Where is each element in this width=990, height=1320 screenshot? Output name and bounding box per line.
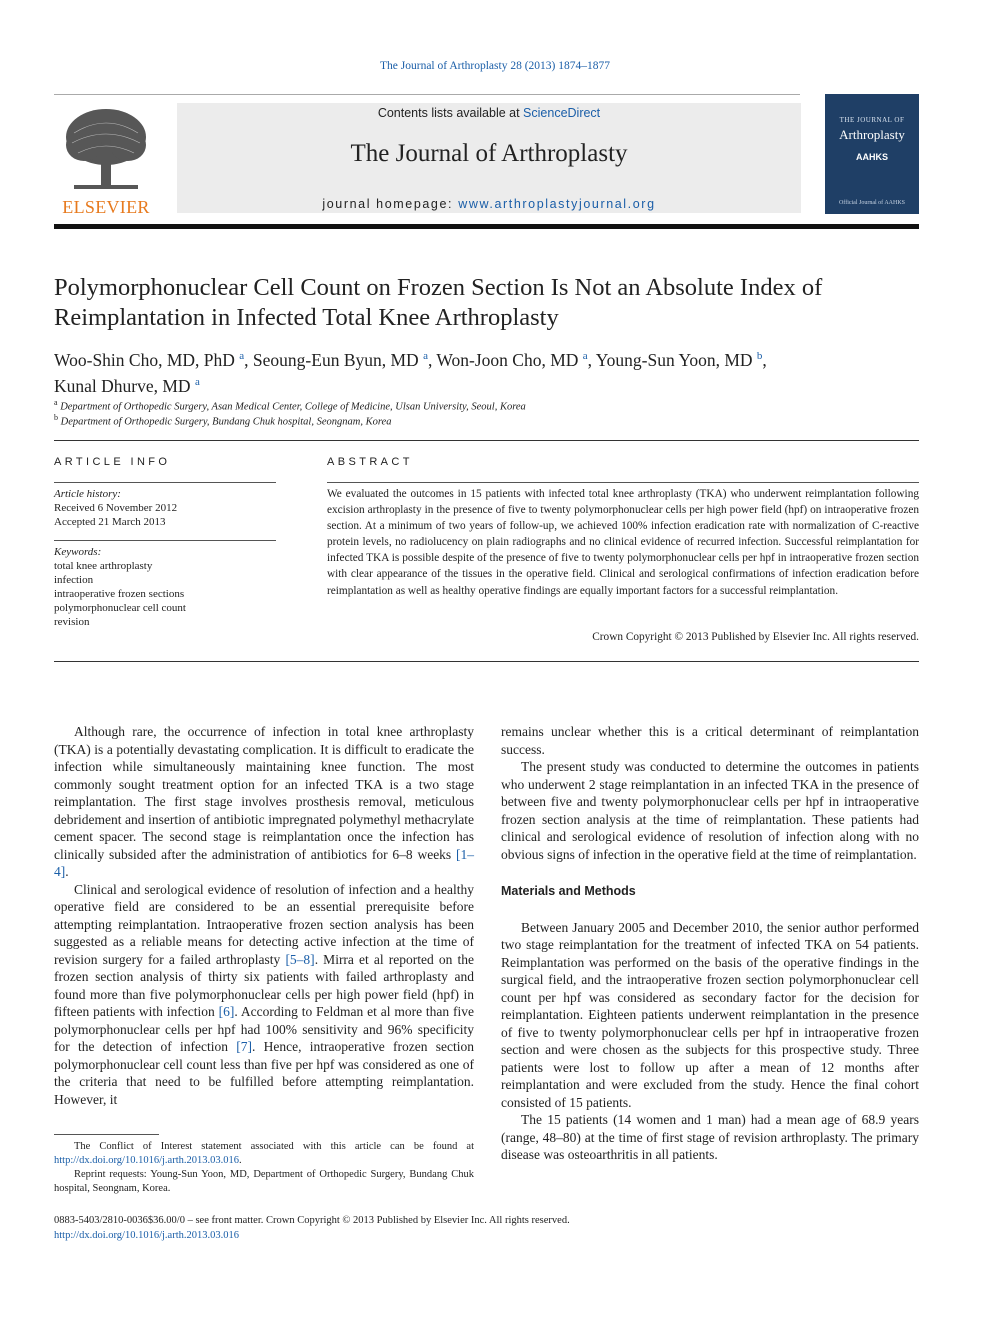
paragraph-text: . xyxy=(65,864,69,879)
header-top-rule xyxy=(54,94,800,95)
author-name: Kunal Dhurve, MD xyxy=(54,375,191,396)
intro-paragraph-2 xyxy=(54,881,474,1109)
affiliation-mark: b xyxy=(54,413,58,422)
author-name: Seoung-Eun Byun, MD xyxy=(252,349,419,370)
footnote-text: . xyxy=(239,1155,242,1166)
received-date: Received 6 November 2012 xyxy=(54,502,178,514)
sciencedirect-link[interactable]: ScienceDirect xyxy=(523,106,601,120)
reference-link[interactable]: [7] xyxy=(236,1039,253,1054)
cover-text-title: Arthroplasty xyxy=(839,127,905,142)
keyword-item: polymorphonuclear cell count xyxy=(54,602,186,614)
keywords-rule xyxy=(54,540,276,541)
homepage-link[interactable]: www.arthroplastyjournal.org xyxy=(458,197,656,211)
reference-link[interactable]: [6] xyxy=(218,1004,235,1019)
keyword-item: infection xyxy=(54,574,94,586)
homepage-prefix: journal homepage: xyxy=(322,197,459,211)
article-title xyxy=(54,273,919,333)
affiliation-mark: a xyxy=(54,398,58,407)
footnote-text: The Conflict of Interest statement associated with this article can be found at xyxy=(74,1141,474,1152)
intro-paragraph-continued: remains unclear whether this is a critical determinant of reimplantation success. xyxy=(501,724,919,757)
intro-paragraph-1 xyxy=(54,723,474,881)
abstract-copyright: Crown Copyright © 2013 Published by Elsevier Inc. All rights reserved. xyxy=(592,631,919,643)
author-name: Won-Joon Cho, MD xyxy=(436,349,579,370)
contents-prefix: Contents lists available at xyxy=(377,106,524,120)
keyword-item: intraoperative frozen sections xyxy=(54,588,185,600)
author-name: Woo-Shin Cho, MD, PhD xyxy=(54,349,235,370)
methods-paragraph-2: The 15 patients (14 women and 1 man) had a mean age of 68.9 years (range, 48–80) at the time of first stage of revision arthroplasty. The primary disease was osteoarthritis in all patients. xyxy=(501,1112,919,1162)
methods-paragraph-1: Between January 2005 and December 2010, the senior author performed two stage reimplantation for the treatment of infected TKA on 54 patients. Reimplantation was performed on the basis of the operative findings in the surgical field, and the intraoperative frozen section polymorphonuclear cell count per hpf was considered as secondary factor for the decision for reimplantation. Eighteen patients underwent reimplantation in the presence of five to twenty polymorphonuclear cells per hpf in intraoperative frozen section and were chosen as the subjects for this prospective study. Three patients were lost to follow up after a mean of 12 months after reimplantation and were excluded from the study. Hence the final cohort consisted of 15 patients. xyxy=(501,919,919,1110)
intro-paragraph-3: The present study was conducted to determine the outcomes in patients who underwent 2 stage reimplantation in an infected TKA in the presence of between five and twenty polymorphonuclear cells per hpf in intraoperative frozen section analysis at the time of reimplantation. These patients had clinical and serological evidence of resolution of infection along with no obvious signs of infection in the operative field at the time of reimplantation. xyxy=(501,759,919,862)
bottom-meta xyxy=(54,1214,919,1243)
footnotes xyxy=(54,1140,474,1196)
reference-link[interactable]: [1–4] xyxy=(54,846,474,879)
affiliation-b xyxy=(54,413,919,428)
cover-text-bottom: Official Journal of AAHKS xyxy=(838,200,906,206)
affiliation-a xyxy=(54,398,919,413)
article-info-rule xyxy=(54,482,276,483)
body-right-column xyxy=(501,723,919,1164)
coi-footnote xyxy=(54,1140,474,1168)
affiliation-text: Department of Orthopedic Surgery, Bundang Chuk hospital, Seongnam, Korea xyxy=(60,416,392,428)
body-left-column xyxy=(54,723,474,1108)
author-separator: , xyxy=(762,349,767,370)
author-list xyxy=(54,345,919,397)
cover-text-society: AAHKS xyxy=(855,152,888,162)
article-info-heading: ARTICLE INFO xyxy=(54,456,171,468)
reference-link[interactable]: [5–8] xyxy=(285,951,315,967)
issn-line: 0883-5403/2810-0036$36.00/0 – see front matter. Crown Copyright © 2013 Published by Elsevier Inc. All rights reserved. xyxy=(54,1215,570,1226)
paragraph-text: Clinical and serological evidence of resolution of infection and a healthy operative field are considered to be an essential prerequisite before attempting reimplantation. Intraoperative frozen section analysis has been suggested as a reliable means for detecting active infection at the time of revision surgery for a failed arthroplasty xyxy=(54,881,474,967)
article-history xyxy=(54,487,276,529)
author-affiliation-mark[interactable]: a xyxy=(194,375,200,388)
reprint-footnote: Reprint requests: Young-Sun Yoon, MD, Department of Orthopedic Surgery, Bundang Chuk hospital, Seongnam, Korea. xyxy=(54,1169,474,1194)
paragraph-text: . Hence, intraoperative frozen section polymorphonuclear cell count less than five per hpf was considered as one of the criteria that need to be fulfilled before attempting reimplantation. However, it xyxy=(54,1039,474,1107)
keyword-item: total knee arthroplasty xyxy=(54,560,153,572)
journal-citation[interactable]: The Journal of Arthroplasty 28 (2013) 1874–1877 xyxy=(380,60,610,72)
keywords-block xyxy=(54,545,276,629)
journal-homepage xyxy=(177,197,801,211)
header-thick-rule xyxy=(54,224,919,229)
cover-text-top: THE JOURNAL OF xyxy=(839,116,905,124)
divider xyxy=(54,661,919,662)
keyword-item: revision xyxy=(54,616,90,628)
keywords-label: Keywords: xyxy=(54,546,102,558)
author-separator: , xyxy=(427,349,437,370)
paragraph-text: Although rare, the occurrence of infection in total knee arthroplasty (TKA) is a potentially devastating complication. It is difficult to eradicate the infection while simultaneously maintaining knee function. The most commonly sought treatment option for an infected TKA is a two stage reimplantation. The first stage involves prosthesis removal, meticulous debridement and insertion of antibiotic impregnated polymethyl methacrylate cement spacer. The second stage is reimplantation once the infection has clinically subsided after the administration of antibiotics for 6–8 weeks xyxy=(54,724,474,862)
paragraph-text: . According to Feldman et al more than five polymorphonuclear cells per hpf had 100% sensitivity and 96% specificity for the detection of infection xyxy=(54,1004,475,1054)
history-label: Article history: xyxy=(54,488,121,500)
author-affiliation-mark[interactable]: a xyxy=(582,350,588,362)
article-title-line-1: Polymorphonuclear Cell Count on Frozen Section Is Not an Absolute Index of xyxy=(54,274,823,301)
abstract-text: We evaluated the outcomes in 15 patients with infected total knee arthroplasty (TKA) who underwent reimplantation following excision arthroplasty in the presence of five to twenty polymorphonuclear cells per high power field (hpf) on intraoperative frozen section. At a minimum of two years of follow-up, we achieved 100% infection eradication rate with normalization of C-reactive protein levels, no radiolucency on plain radiographs and no clinical evidence of recurred infection. Successful reimplantation for infected TKA is possible despite of the presence of five to twenty polymorphonuclear cells per hpf in intraoperative frozen section with clear appearance of the tissues in the operative field. Clinical and serological confirmations of infection eradication before reimplantation as well as healthy operative findings are equally important factors for a successful reimplantation. xyxy=(327,488,919,597)
divider xyxy=(54,440,919,441)
abstract-heading: ABSTRACT xyxy=(327,456,413,468)
affiliation-text: Department of Orthopedic Surgery, Asan Medical Center, College of Medicine, Ulsan University, Seoul, Korea xyxy=(60,401,526,413)
contents-availability xyxy=(177,106,801,120)
coi-doi-link[interactable]: http://dx.doi.org/10.1016/j.arth.2013.03.016 xyxy=(54,1155,240,1166)
article-title-line-2: Reimplantation in Infected Total Knee Arthroplasty xyxy=(54,304,559,331)
author-affiliation-mark[interactable]: a xyxy=(423,350,428,362)
methods-heading: Materials and Methods xyxy=(501,884,636,898)
author-affiliation-mark[interactable]: b xyxy=(756,350,763,362)
abstract-rule xyxy=(327,482,919,483)
author-separator: , xyxy=(587,349,596,370)
author-name: Young-Sun Yoon, MD xyxy=(595,349,753,370)
doi-link[interactable]: http://dx.doi.org/10.1016/j.arth.2013.03.016 xyxy=(54,1229,240,1241)
author-separator: , xyxy=(244,349,253,370)
author-affiliation-mark[interactable]: a xyxy=(239,350,245,362)
accepted-date: Accepted 21 March 2013 xyxy=(54,516,166,528)
paragraph-text: . Mirra et al reported on the frozen section analysis of thirty six patients with failed arthroplasty and found more than five polymorphonuclear cells per high power field (hpf) in fifteen patients with infection xyxy=(54,951,474,1019)
journal-name: The Journal of Arthroplasty xyxy=(350,140,628,167)
footnote-rule xyxy=(54,1134,159,1135)
elsevier-wordmark: ELSEVIER xyxy=(62,197,150,217)
